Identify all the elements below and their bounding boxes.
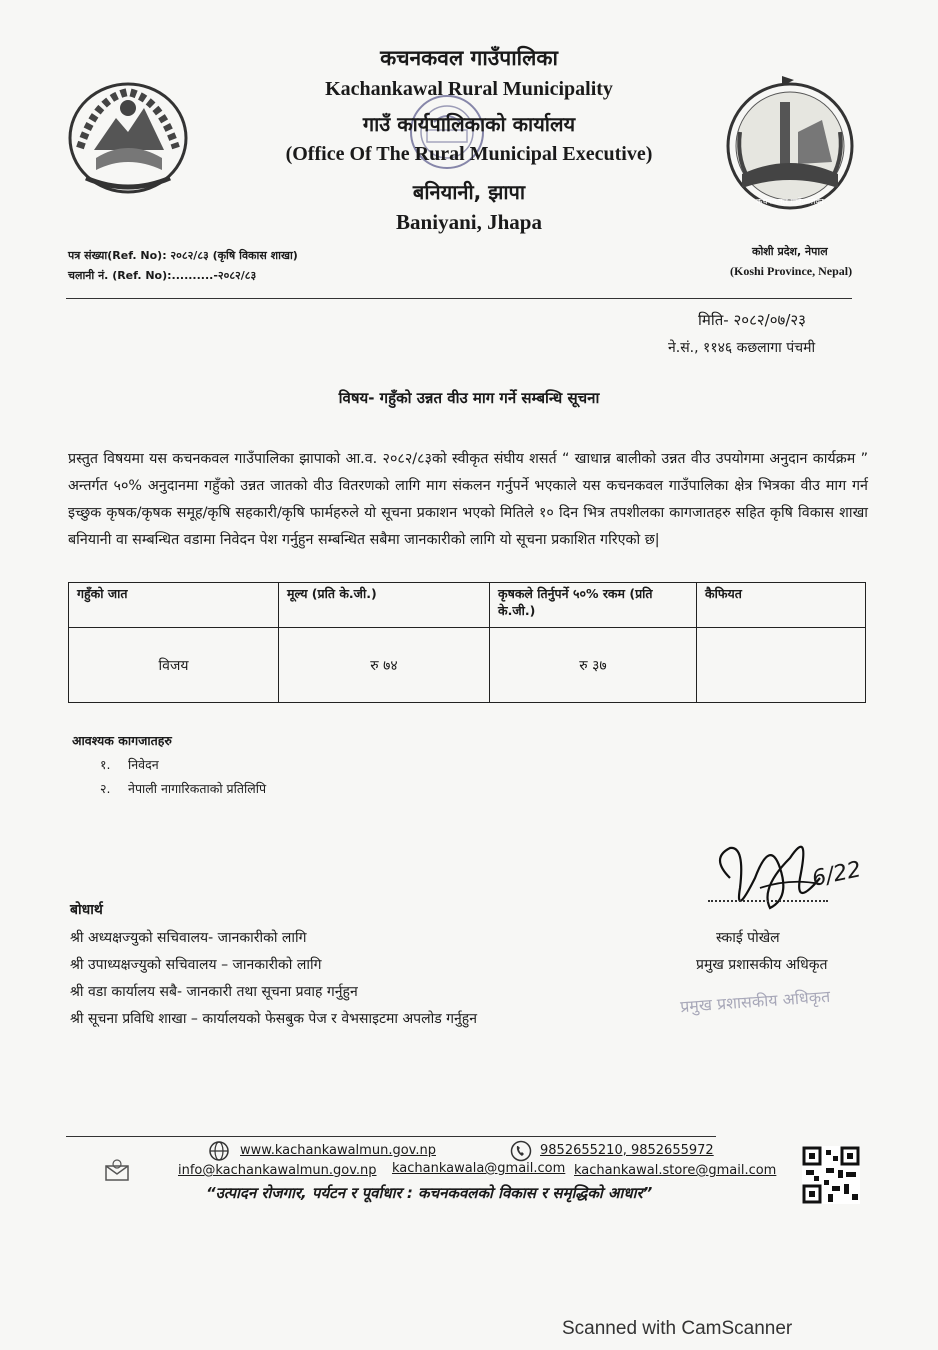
header-en-line2: (Office Of The Rural Municipal Executive) bbox=[285, 143, 653, 165]
requirement-number: १. bbox=[100, 757, 111, 772]
signature-date: 6/22 bbox=[809, 857, 864, 892]
header-divider bbox=[66, 298, 852, 299]
office-stamp-icon bbox=[372, 92, 522, 192]
header-en-line1: Kachankawal Rural Municipality bbox=[325, 78, 613, 100]
province-en: (Koshi Province, Nepal) bbox=[730, 264, 853, 278]
footer-slogan: “उत्पादन रोजगार, पर्यटन र पूर्वाधार : कचनकवलको विकास र समृद्धिको आधार” bbox=[206, 1184, 653, 1202]
table-cell-remarks bbox=[697, 628, 866, 703]
table-header-remarks: कैफियत bbox=[697, 583, 866, 628]
requirement-item: निवेदन bbox=[128, 757, 159, 772]
requirements-title: आवश्यक कागजातहरु bbox=[72, 733, 172, 748]
table-row bbox=[69, 628, 866, 703]
table-cell-price: रु ७४ bbox=[279, 628, 490, 703]
mail-icon bbox=[104, 1158, 130, 1182]
cc-item: श्री सूचना प्रविधि शाखा – कार्यालयको फेसबुक पेज र वेभसाइटमा अपलोड गर्नुहुन bbox=[70, 1011, 478, 1027]
dispatch-number: चलानी नं. (Ref. No):..........-२०८२/८३ bbox=[68, 269, 257, 282]
table-cell-variety: विजय bbox=[69, 628, 279, 703]
footer-email-store[interactable]: kachankawal.store@gmail.com bbox=[574, 1163, 777, 1178]
nepal-sambat-date: ने.सं., ११४६ कछलागा पंचमी bbox=[668, 340, 816, 356]
table-header-farmer-share: कृषकले तिर्नुपर्ने ५०% रकम (प्रति के.जी.) bbox=[490, 583, 697, 628]
cc-item: श्री उपाध्यक्षज्युको सचिवालय – जानकारीको लागि bbox=[70, 957, 322, 973]
province-np: कोशी प्रदेश, नेपाल bbox=[752, 245, 828, 258]
date-line: मिति- २०८२/०७/२३ bbox=[698, 311, 806, 329]
qr-code-icon bbox=[802, 1146, 860, 1204]
scanner-watermark: Scanned with CamScanner bbox=[562, 1318, 793, 1339]
requirement-item: नेपाली नागारिकताको प्रतिलिपि bbox=[128, 781, 267, 796]
ref-number: पत्र संख्या(Ref. No): २०८२/८३ (कृषि विकास शाखा) bbox=[68, 249, 298, 262]
footer-divider bbox=[66, 1136, 716, 1137]
header-en-line3: Baniyani, Jhapa bbox=[396, 210, 542, 234]
signatory-name: स्काई पोखेल bbox=[716, 930, 780, 946]
table-header-row bbox=[69, 583, 866, 628]
cc-title: बोधार्थ bbox=[70, 902, 103, 918]
signature-line bbox=[708, 900, 828, 902]
cc-item: श्री अध्यक्षज्युको सचिवालय- जानकारीको लागि bbox=[70, 930, 307, 946]
signatory-title: प्रमुख प्रशासकीय अधिकृत bbox=[696, 957, 828, 973]
designation-stamp: प्रमुख प्रशासकीय अधिकृत bbox=[679, 986, 831, 1017]
seed-price-table bbox=[68, 582, 866, 703]
notice-body: प्रस्तुत विषयमा यस कचनकवल गाउँपालिका झापाको आ.व. २०८२/८३को स्वीकृत संघीय शसर्त “ खाधान्न बालीको उन्नत वीउ उपयोगमा अनुदान कार्यक्रम ” अन्तर्गत ५०% अनुदानमा गहुँको उन्नत जातको वीउ वितरणको लागि माग संकलन गर्नुपर्ने भएकाले यस कचनकवल गाउँपालिका क्षेत्र भित्रका वीउ माग गर्न इच्छुक कृषक/कृषक समूह/कृषि सहकारी/कृषि फार्महरुले यो सूचना प्रकाशन भएको मितिले १० दिन भित्र तपशीलका कागजातहरु सहित कृषि विकास शाखा बनियानी वा सम्बन्धित वडामा निवेदन पेश गर्नुहुन सम्बन्धित सबैमा जानकारीको लागि यो सूचना प्रकाशित गरिएको छ| bbox=[68, 451, 868, 548]
header-np-line2: गाउँ कार्यपालिकाको कार्यालय bbox=[362, 112, 576, 136]
footer-email-gmail[interactable]: kachankawala@gmail.com bbox=[392, 1161, 566, 1176]
requirement-number: २. bbox=[100, 781, 111, 796]
table-cell-farmer-share: रु ३७ bbox=[490, 628, 697, 703]
emblem-right-text: कचनकवल गाउँपालिका bbox=[756, 197, 824, 206]
header-np-line1: कचनकवल गाउँपालिका bbox=[380, 46, 558, 70]
header-np-line3: बनियानी, झापा bbox=[412, 180, 526, 204]
footer-website-link[interactable]: www.kachankawalmun.gov.np bbox=[240, 1143, 436, 1158]
footer-email-info[interactable]: info@kachankawalmun.gov.np bbox=[178, 1163, 377, 1178]
cc-item: श्री वडा कार्यालय सबै- जानकारी तथा सूचना प्रवाह गर्नुहुन bbox=[70, 984, 358, 1000]
globe-icon bbox=[208, 1140, 230, 1162]
footer-phone: 9852655210, 9852655972 bbox=[540, 1143, 714, 1158]
table-header-price: मूल्य (प्रति के.जी.) bbox=[279, 583, 490, 628]
subject: विषय- गहुँको उन्नत वीउ माग गर्ने सम्बन्धि सूचना bbox=[338, 389, 600, 407]
table-header-variety: गहुँको जात bbox=[69, 583, 279, 628]
phone-icon bbox=[510, 1140, 532, 1162]
